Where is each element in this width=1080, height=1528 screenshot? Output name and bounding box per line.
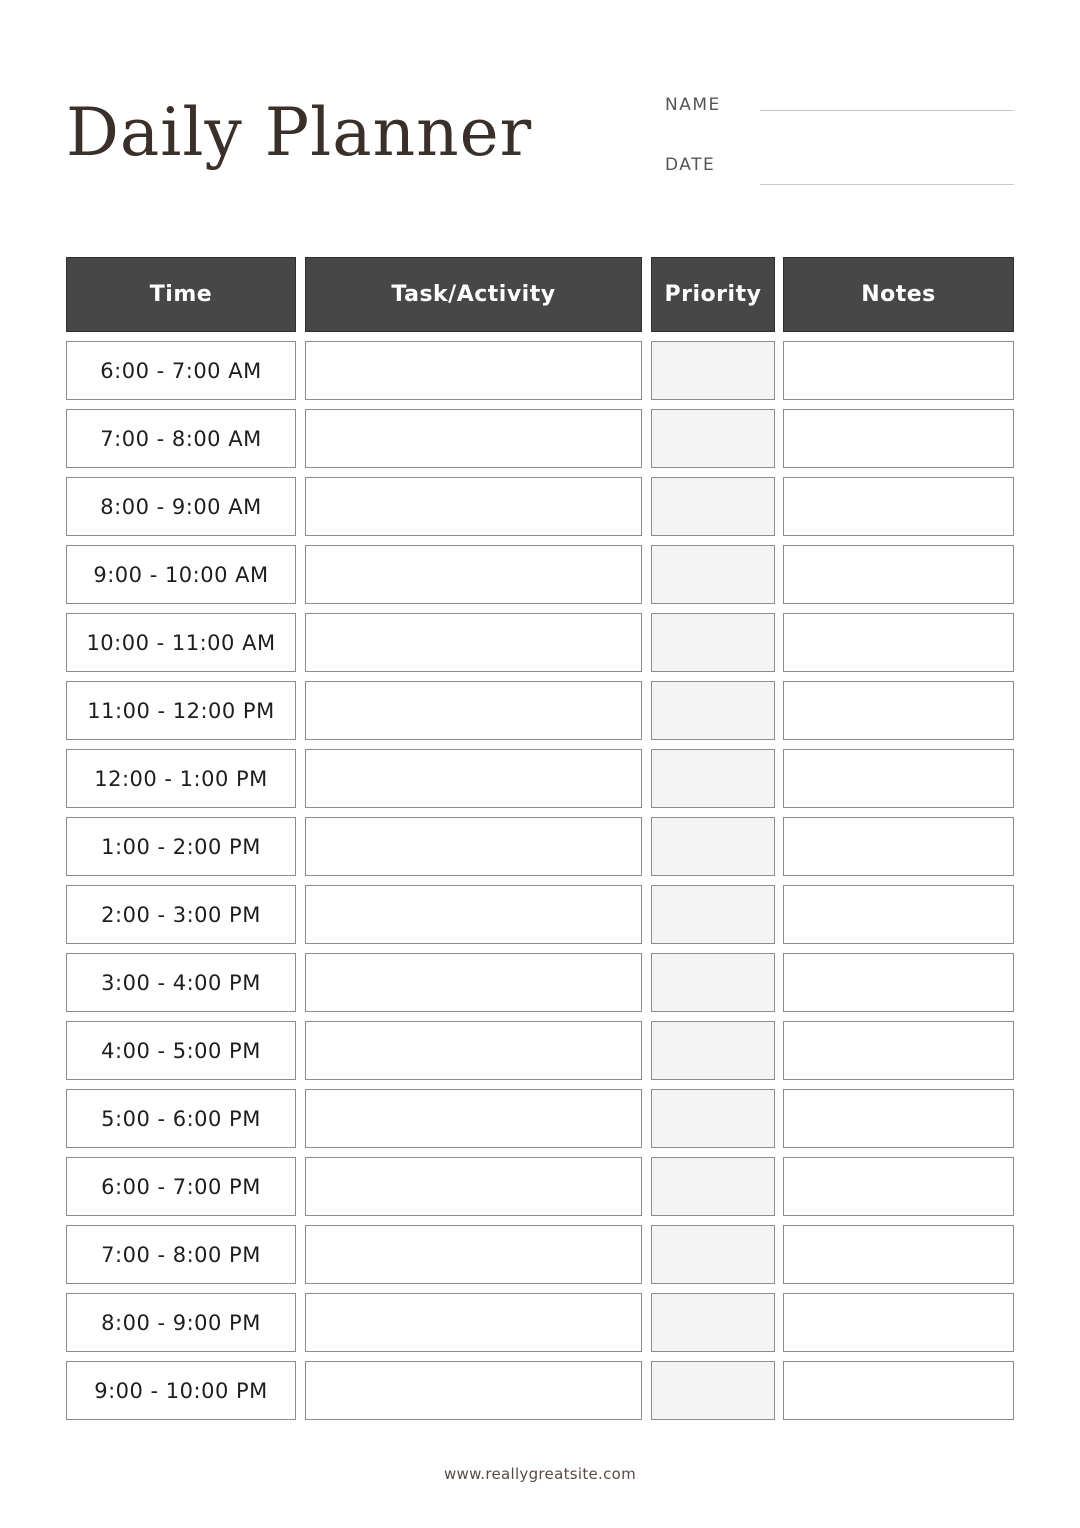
notes-cell[interactable] [783, 1293, 1014, 1352]
notes-cell[interactable] [783, 613, 1014, 672]
task-cell[interactable] [305, 1089, 642, 1148]
notes-cell[interactable] [783, 1089, 1014, 1148]
table-row [0, 1157, 1080, 1216]
task-cell[interactable] [305, 885, 642, 944]
table-row [0, 749, 1080, 808]
time-slot: 5:00 - 6:00 PM [66, 1089, 296, 1148]
table-row [0, 1225, 1080, 1284]
notes-cell[interactable] [783, 1225, 1014, 1284]
notes-cell[interactable] [783, 953, 1014, 1012]
table-row [0, 1293, 1080, 1352]
table-row [0, 545, 1080, 604]
time-slot: 4:00 - 5:00 PM [66, 1021, 296, 1080]
priority-cell[interactable] [651, 1157, 775, 1216]
header-time: Time [66, 257, 296, 332]
time-slot: 7:00 - 8:00 AM [66, 409, 296, 468]
time-slot: 7:00 - 8:00 PM [66, 1225, 296, 1284]
table-row [0, 953, 1080, 1012]
time-slot: 12:00 - 1:00 PM [66, 749, 296, 808]
task-cell[interactable] [305, 613, 642, 672]
priority-cell[interactable] [651, 545, 775, 604]
task-cell[interactable] [305, 341, 642, 400]
priority-cell[interactable] [651, 885, 775, 944]
time-slot: 9:00 - 10:00 AM [66, 545, 296, 604]
priority-cell[interactable] [651, 1361, 775, 1420]
priority-cell[interactable] [651, 1225, 775, 1284]
table-row [0, 885, 1080, 944]
priority-cell[interactable] [651, 953, 775, 1012]
task-cell[interactable] [305, 477, 642, 536]
notes-cell[interactable] [783, 817, 1014, 876]
time-slot: 11:00 - 12:00 PM [66, 681, 296, 740]
time-slot: 2:00 - 3:00 PM [66, 885, 296, 944]
task-cell[interactable] [305, 1293, 642, 1352]
notes-cell[interactable] [783, 477, 1014, 536]
notes-cell[interactable] [783, 749, 1014, 808]
task-cell[interactable] [305, 749, 642, 808]
table-row [0, 681, 1080, 740]
task-cell[interactable] [305, 1021, 642, 1080]
priority-cell[interactable] [651, 341, 775, 400]
notes-cell[interactable] [783, 409, 1014, 468]
task-cell[interactable] [305, 953, 642, 1012]
notes-cell[interactable] [783, 681, 1014, 740]
header-task: Task/Activity [305, 257, 642, 332]
time-slot: 10:00 - 11:00 AM [66, 613, 296, 672]
table-row [0, 1089, 1080, 1148]
table-row [0, 409, 1080, 468]
notes-cell[interactable] [783, 1157, 1014, 1216]
time-slot: 6:00 - 7:00 PM [66, 1157, 296, 1216]
task-cell[interactable] [305, 681, 642, 740]
task-cell[interactable] [305, 545, 642, 604]
table-row [0, 1361, 1080, 1420]
header-notes: Notes [783, 257, 1014, 332]
priority-cell[interactable] [651, 613, 775, 672]
priority-cell[interactable] [651, 749, 775, 808]
priority-cell[interactable] [651, 477, 775, 536]
notes-cell[interactable] [783, 341, 1014, 400]
time-slot: 1:00 - 2:00 PM [66, 817, 296, 876]
priority-cell[interactable] [651, 681, 775, 740]
header-priority: Priority [651, 257, 775, 332]
table-row [0, 341, 1080, 400]
time-slot: 6:00 - 7:00 AM [66, 341, 296, 400]
date-field[interactable] [760, 184, 1014, 185]
task-cell[interactable] [305, 1157, 642, 1216]
priority-cell[interactable] [651, 1293, 775, 1352]
date-label: DATE [665, 155, 716, 175]
time-slot: 8:00 - 9:00 AM [66, 477, 296, 536]
notes-cell[interactable] [783, 885, 1014, 944]
priority-cell[interactable] [651, 1089, 775, 1148]
table-row [0, 613, 1080, 672]
table-row [0, 817, 1080, 876]
table-row [0, 1021, 1080, 1080]
time-slot: 8:00 - 9:00 PM [66, 1293, 296, 1352]
task-cell[interactable] [305, 817, 642, 876]
time-slot: 3:00 - 4:00 PM [66, 953, 296, 1012]
name-label: NAME [665, 95, 721, 115]
priority-cell[interactable] [651, 409, 775, 468]
task-cell[interactable] [305, 1361, 642, 1420]
priority-cell[interactable] [651, 1021, 775, 1080]
table-row [0, 477, 1080, 536]
time-slot: 9:00 - 10:00 PM [66, 1361, 296, 1420]
task-cell[interactable] [305, 409, 642, 468]
notes-cell[interactable] [783, 1021, 1014, 1080]
name-field[interactable] [760, 110, 1014, 111]
priority-cell[interactable] [651, 817, 775, 876]
notes-cell[interactable] [783, 545, 1014, 604]
notes-cell[interactable] [783, 1361, 1014, 1420]
task-cell[interactable] [305, 1225, 642, 1284]
page-title: Daily Planner [66, 94, 533, 171]
footer-url: www.reallygreatsite.com [443, 1465, 637, 1483]
